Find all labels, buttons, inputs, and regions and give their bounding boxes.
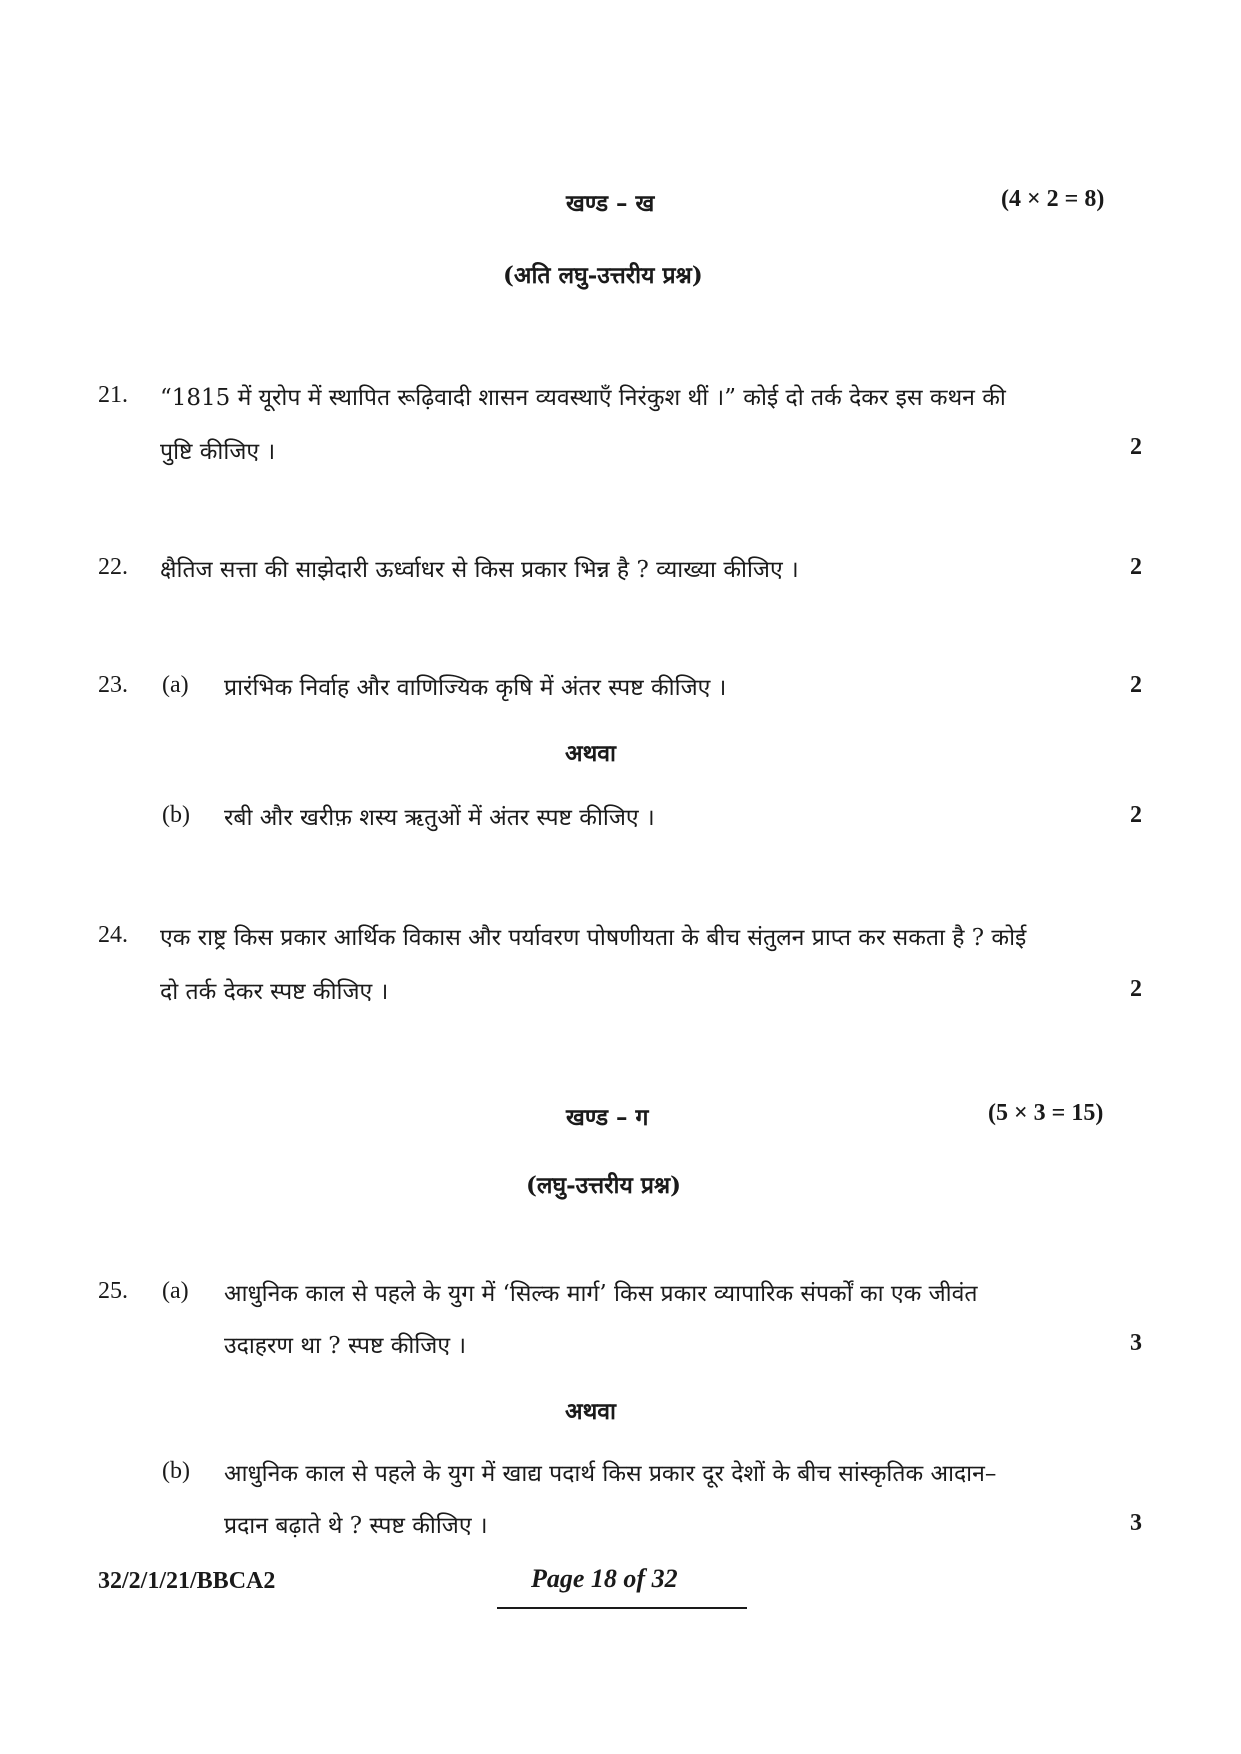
question-25a-label: (a) [162,1278,189,1304]
question-22-marks: 2 [1130,554,1142,580]
question-23-number: 23. [98,672,128,698]
question-25-number: 25. [98,1278,128,1304]
section-c-subtitle: (लघु-उत्तरीय प्रश्न) [526,1172,682,1199]
question-22-text: क्षैतिज सत्ता की साझेदारी ऊर्ध्वाधर से किस प्रकार भिन्न है ? व्याख्या कीजिए । [160,557,799,583]
question-25-or: अथवा [565,1398,617,1425]
section-c-title: खण्ड – ग [566,1104,649,1131]
question-24-text-line2: दो तर्क देकर स्पष्ट कीजिए । [160,979,389,1005]
question-23b-label: (b) [162,802,190,828]
question-23b-marks: 2 [1130,802,1142,828]
question-23-or: अथवा [565,740,617,767]
section-b-subtitle: (अति लघु-उत्तरीय प्रश्न) [503,262,703,289]
question-25b-text-line1: आधुनिक काल से पहले के युग में खाद्य पदार्थ किस प्रकार दूर देशों के बीच सांस्कृतिक आदान– [224,1461,997,1487]
question-21-text-line1: “1815 में यूरोप में स्थापित रूढ़िवादी शासन व्यवस्थाएँ निरंकुश थीं ।” कोई दो तर्क देकर इस कथन की [160,385,1006,411]
question-25a-marks: 3 [1130,1330,1142,1356]
question-23a-label: (a) [162,672,189,698]
footer-underline [497,1607,747,1609]
question-25b-text-line2: प्रदान बढ़ाते थे ? स्पष्ट कीजिए । [224,1513,488,1539]
question-24-number: 24. [98,922,128,948]
question-21-marks: 2 [1130,434,1142,460]
question-21-text-line2: पुष्टि कीजिए । [160,439,276,465]
question-24-marks: 2 [1130,976,1142,1002]
question-23a-text: प्रारंभिक निर्वाह और वाणिज्यिक कृषि में अंतर स्पष्ट कीजिए । [224,675,727,701]
section-b-title: खण्ड – ख [566,190,655,217]
question-25b-marks: 3 [1130,1510,1142,1536]
footer-page-number: Page 18 of 32 [531,1564,678,1593]
section-c-marks: (5 × 3 = 15) [988,1100,1104,1126]
question-21-number: 21. [98,382,128,408]
question-23b-text: रबी और खरीफ़ शस्य ऋतुओं में अंतर स्पष्ट कीजिए । [224,805,655,831]
question-24-text-line1: एक राष्ट्र किस प्रकार आर्थिक विकास और पर्यावरण पोषणीयता के बीच संतुलन प्राप्त कर सकता है ? कोई [160,925,1027,951]
question-22-number: 22. [98,554,128,580]
question-25a-text-line1: आधुनिक काल से पहले के युग में ‘सिल्क मार्ग’ किस प्रकार व्यापारिक संपर्कों का एक जीवंत [224,1281,978,1307]
section-b-marks: (4 × 2 = 8) [1001,186,1105,212]
question-23a-marks: 2 [1130,672,1142,698]
question-25a-text-line2: उदाहरण था ? स्पष्ट कीजिए । [224,1333,467,1359]
footer-paper-code: 32/2/1/21/BBCA2 [98,1568,276,1594]
question-25b-label: (b) [162,1458,190,1484]
